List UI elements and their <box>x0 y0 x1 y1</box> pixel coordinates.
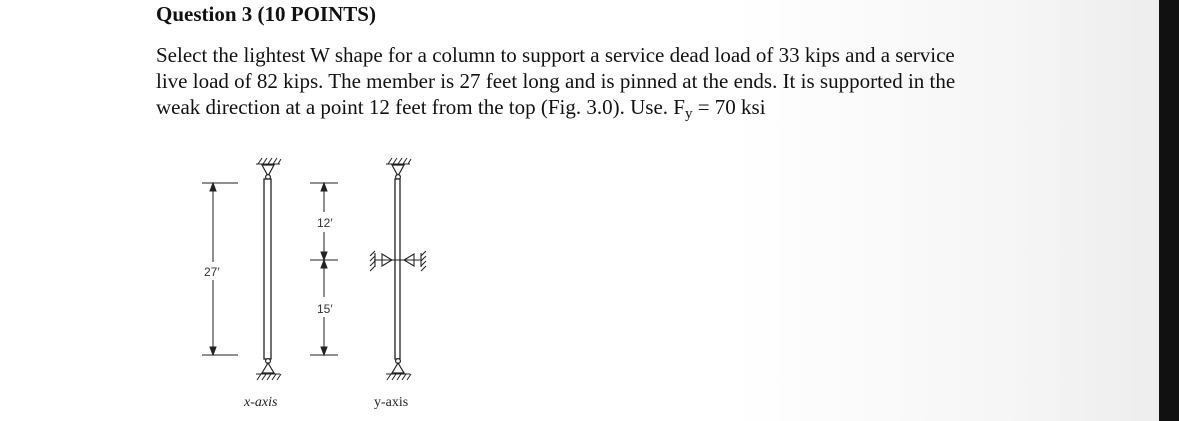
dim-label-15: 15′ <box>317 302 333 316</box>
question-line-3-end: = 70 ksi <box>692 95 766 119</box>
x-axis-column <box>256 158 281 380</box>
dimension-12-15ft <box>310 183 338 355</box>
right-edge-bar <box>1159 0 1179 421</box>
y-axis-label: y-axis <box>374 395 409 410</box>
dim-label-27: 27′ <box>204 265 220 279</box>
top-support-hatch-y <box>386 158 411 164</box>
fy-subscript: y <box>684 106 693 122</box>
dim-label-12: 12′ <box>317 216 333 230</box>
bottom-support-hatch-x <box>256 374 281 380</box>
question-line-2: live load of 82 kips. The member is 27 feet long and is pinned at the ends. It is supported in the <box>156 69 956 93</box>
column-figure-svg <box>190 150 450 415</box>
column-figure <box>190 150 450 415</box>
question-title: Question 3 (10 POINTS) <box>156 2 376 26</box>
y-axis-column <box>370 158 426 380</box>
top-support-hatch-x <box>256 158 281 164</box>
bottom-support-hatch-y <box>386 374 411 380</box>
x-axis-label: x-axis <box>244 395 278 410</box>
question-line-1: Select the lightest W shape for a column to support a service dead load of 33 kips and a service <box>156 43 955 67</box>
question-body <box>156 42 1056 127</box>
question-line-3 <box>156 94 1056 127</box>
question-line-3-text: weak direction at a point 12 feet from the top (Fig. 3.0). Use. F <box>156 95 685 119</box>
